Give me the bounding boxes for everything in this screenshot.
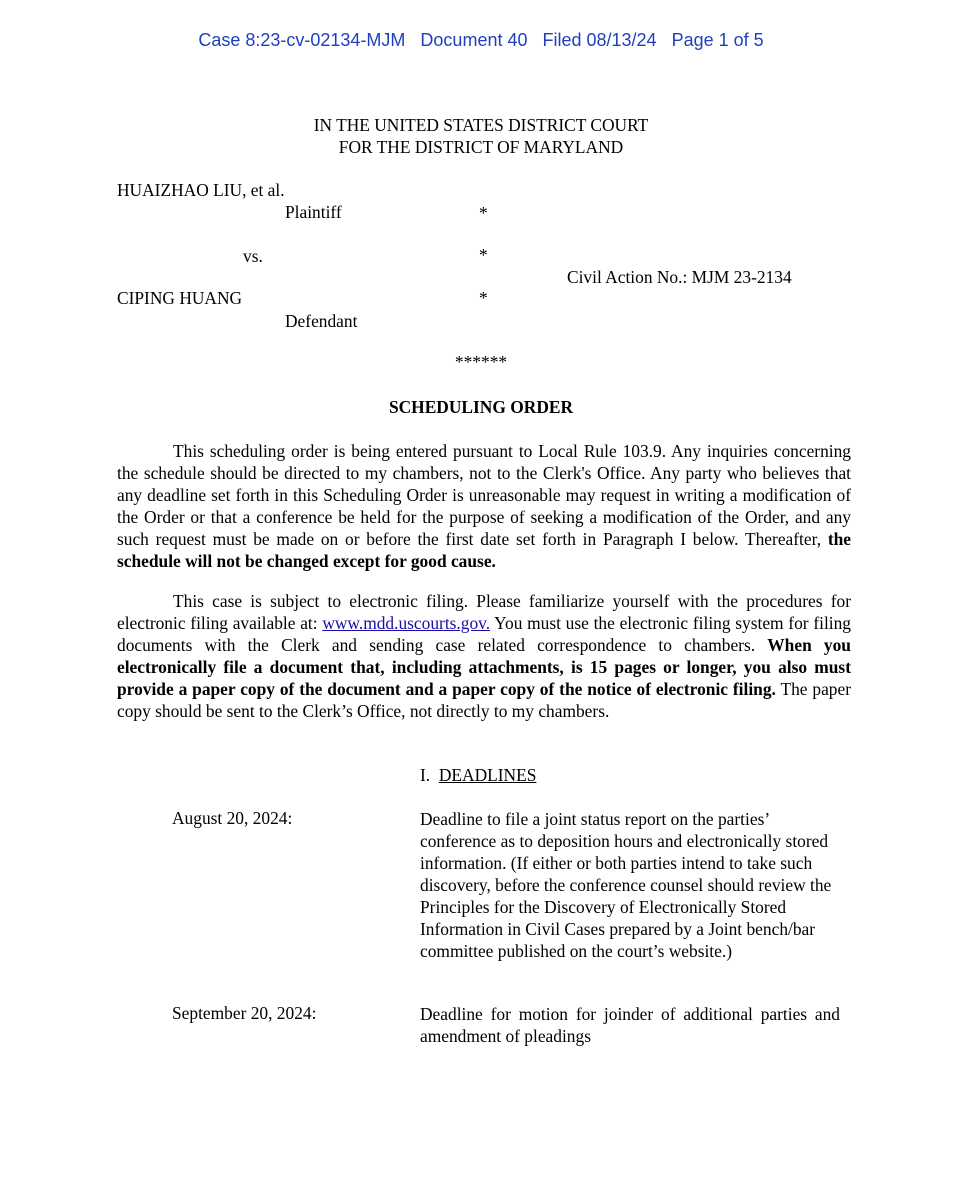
court-name-line: IN THE UNITED STATES DISTRICT COURT	[313, 115, 649, 135]
defendant-role: Defendant	[285, 311, 358, 331]
section-number: I.	[420, 765, 431, 785]
intro-text: This scheduling order is being entered pursuant to Local Rule 103.9. Any inquiries concerning the schedule should be directed to my chambers, not to the Clerk's Office. Any party who believes that any deadline set forth in this Scheduling Order is unreasonable may request in writing a modification of the Order or that a conference be held for the purpose of seeking a modification of the Order, and any such request must be made on or before the first date set forth in Paragraph I below. Thereafter,	[117, 441, 851, 549]
deadline-date: August 20, 2024:	[172, 808, 293, 828]
filing-header-stamp: Case 8:23-cv-02134-MJM Document 40 Filed 08/13/24 Page 1 of 5	[198, 30, 764, 50]
deadline-description: Deadline for motion for joinder of additional parties and amendment of pleadings	[420, 1004, 840, 1046]
plaintiff-name: HUAIZHAO LIU, et al.	[117, 180, 285, 200]
efiling-text-a: This case is subject to electronic filing. Please familiarize yourself with the procedures for electronic filing available at:	[117, 591, 851, 633]
plaintiff-role: Plaintiff	[285, 202, 342, 222]
electronic-filing-paragraph	[117, 590, 851, 722]
document-title: SCHEDULING ORDER	[388, 397, 574, 417]
deadline-date: September 20, 2024:	[172, 1003, 317, 1023]
efiling-text-b: You must use the electronic filing system for filing documents with the Clerk and sending case related correspondence to chambers.	[117, 613, 851, 655]
caption-star: *	[479, 245, 488, 265]
caption-star: *	[479, 288, 488, 308]
caption-star: *	[479, 203, 488, 223]
section-heading	[420, 765, 536, 786]
mdd-uscourts-link[interactable]: www.mdd.uscourts.gov.	[322, 613, 491, 633]
good-cause-text: the schedule will not be changed except for good cause.	[117, 529, 851, 571]
efiling-text-c: The paper copy should be sent to the Clerk’s Office, not directly to my chambers.	[117, 679, 851, 721]
court-district-line: FOR THE DISTRICT OF MARYLAND	[338, 137, 624, 157]
versus-label: vs.	[243, 246, 263, 266]
paper-copy-requirement: When you electronically file a document that, including attachments, is 15 pages or longer, you also must provide a paper copy of the document and a paper copy of the notice of electronic filing.	[117, 635, 851, 699]
caption-separator: ******	[454, 352, 508, 372]
defendant-name: CIPING HUANG	[117, 288, 243, 308]
civil-action-number: Civil Action No.: MJM 23-2134	[567, 267, 792, 287]
intro-paragraph	[117, 440, 851, 572]
section-title: DEADLINES	[438, 765, 537, 785]
deadline-description: Deadline to file a joint status report on the parties’ conference as to deposition hours and electronically stored information. (If either or both parties intend to take such discovery, before the conference counsel should review the Principles for the Discovery of Electronically Stored Information in Civil Cases prepared by a Joint bench/bar committee published on the court’s website.)	[420, 809, 832, 961]
